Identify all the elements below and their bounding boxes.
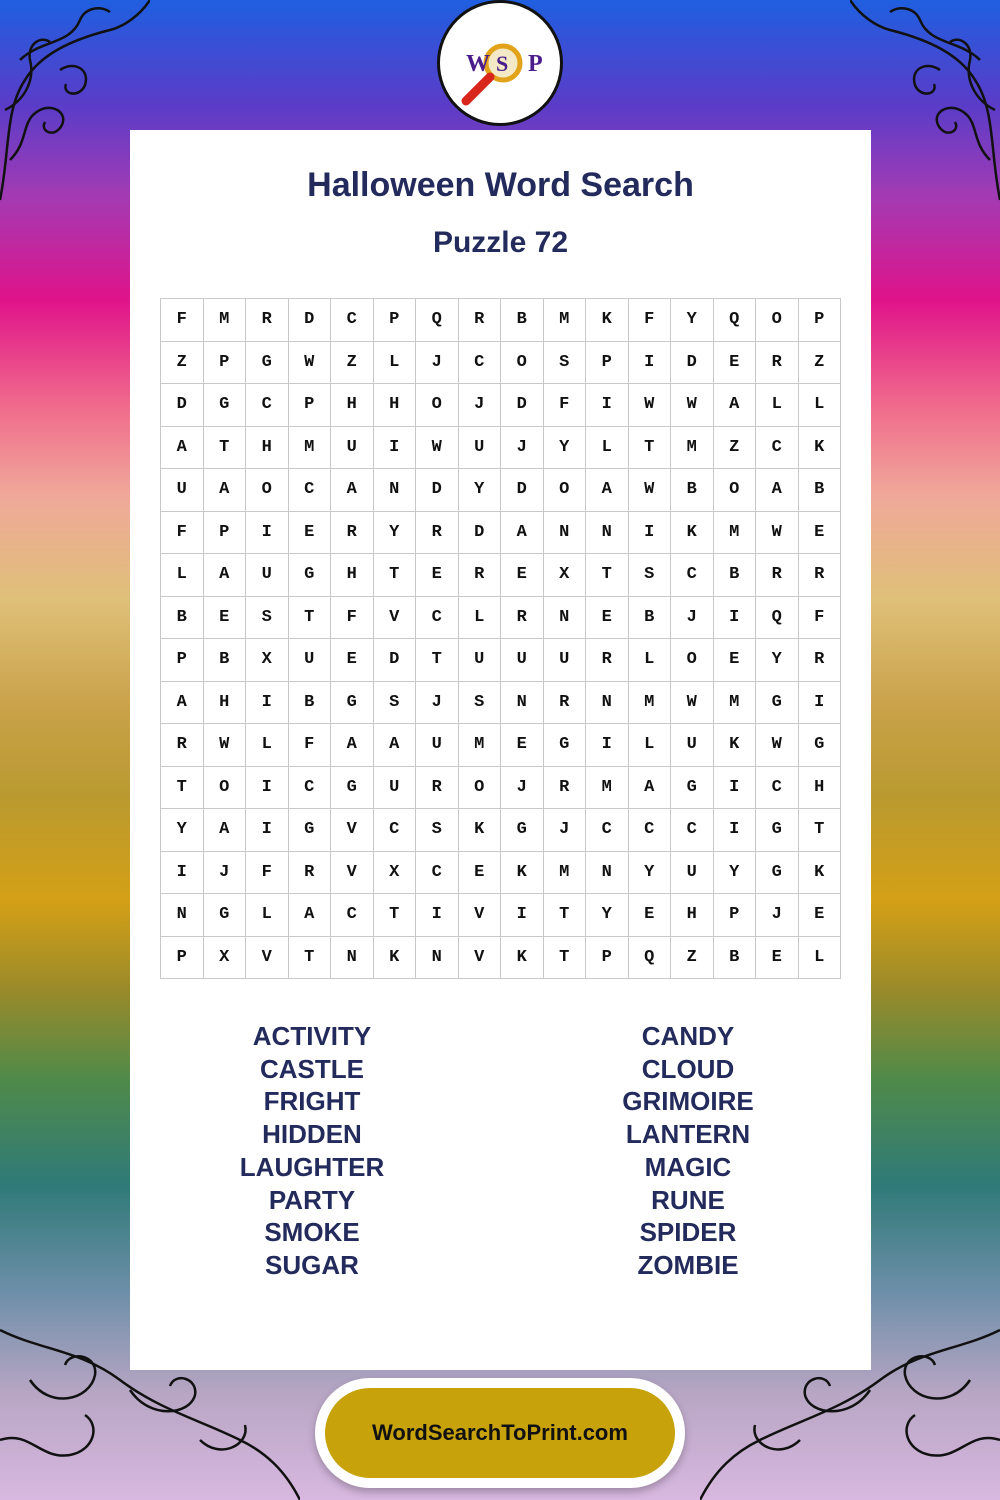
grid-cell[interactable]: U (459, 639, 502, 682)
grid-cell[interactable]: G (289, 554, 332, 597)
grid-cell[interactable]: A (204, 809, 247, 852)
grid-cell[interactable]: T (204, 427, 247, 470)
grid-cell[interactable]: L (246, 894, 289, 937)
grid-cell[interactable]: R (544, 682, 587, 725)
grid-cell[interactable]: E (799, 512, 842, 555)
grid-cell[interactable]: K (501, 852, 544, 895)
grid-cell[interactable]: F (799, 597, 842, 640)
grid-cell[interactable]: C (331, 894, 374, 937)
grid-cell[interactable]: E (756, 937, 799, 980)
grid-cell[interactable]: Y (161, 809, 204, 852)
site-logo (437, 0, 563, 126)
grid-cell[interactable]: V (246, 937, 289, 980)
grid-cell[interactable]: E (204, 597, 247, 640)
word-list-left (162, 1020, 462, 1282)
grid-cell[interactable]: I (246, 809, 289, 852)
word-item: HIDDEN (262, 1119, 362, 1150)
grid-cell[interactable]: J (501, 427, 544, 470)
grid-cell[interactable]: C (586, 809, 629, 852)
word-item: FRIGHT (263, 1086, 361, 1117)
grid-cell[interactable]: L (629, 724, 672, 767)
grid-cell[interactable]: F (161, 512, 204, 555)
grid-cell[interactable]: C (629, 809, 672, 852)
grid-cell[interactable]: P (714, 894, 757, 937)
grid-cell[interactable]: A (501, 512, 544, 555)
grid-cell[interactable]: H (671, 894, 714, 937)
grid-cell[interactable]: E (501, 724, 544, 767)
grid-cell[interactable]: N (544, 512, 587, 555)
word-item: ZOMBIE (637, 1249, 739, 1280)
grid-cell[interactable]: B (629, 597, 672, 640)
word-list-right (538, 1020, 838, 1282)
grid-cell[interactable]: E (586, 597, 629, 640)
grid-cell[interactable]: A (756, 469, 799, 512)
grid-cell[interactable]: Y (714, 852, 757, 895)
grid-cell[interactable]: P (289, 384, 332, 427)
grid-cell[interactable]: K (671, 512, 714, 555)
grid-cell[interactable]: F (544, 384, 587, 427)
magnifier-icon (440, 3, 560, 123)
grid-cell[interactable]: T (586, 554, 629, 597)
word-item: PARTY (268, 1184, 356, 1215)
grid-cell[interactable]: G (246, 342, 289, 385)
logo-letter-w: W (466, 51, 490, 77)
grid-cell[interactable]: S (416, 809, 459, 852)
grid-cell[interactable]: I (246, 512, 289, 555)
letter-grid (160, 298, 841, 979)
grid-cell[interactable]: X (246, 639, 289, 682)
grid-cell[interactable]: W (204, 724, 247, 767)
grid-cell[interactable]: D (459, 512, 502, 555)
grid-cell[interactable]: M (714, 682, 757, 725)
grid-cell[interactable]: V (374, 597, 417, 640)
grid-cell[interactable]: R (756, 342, 799, 385)
word-item: RUNE (651, 1184, 725, 1215)
grid-cell[interactable]: Y (459, 469, 502, 512)
grid-cell[interactable]: U (671, 724, 714, 767)
grid-cell[interactable]: M (459, 724, 502, 767)
grid-cell[interactable]: W (671, 384, 714, 427)
grid-cell[interactable]: D (416, 469, 459, 512)
grid-cell[interactable]: R (289, 852, 332, 895)
grid-cell[interactable]: Q (416, 299, 459, 342)
grid-cell[interactable]: O (416, 384, 459, 427)
grid-cell[interactable]: C (289, 469, 332, 512)
grid-cell[interactable]: H (331, 384, 374, 427)
grid-cell[interactable]: D (161, 384, 204, 427)
grid-cell[interactable]: G (331, 767, 374, 810)
puzzle-number: Puzzle 72 (432, 226, 569, 259)
grid-cell[interactable]: W (756, 724, 799, 767)
grid-cell[interactable]: N (544, 597, 587, 640)
grid-cell[interactable]: T (544, 937, 587, 980)
grid-cell[interactable]: O (246, 469, 289, 512)
grid-cell[interactable]: B (289, 682, 332, 725)
grid-cell[interactable]: F (246, 852, 289, 895)
grid-cell[interactable]: Q (756, 597, 799, 640)
grid-cell[interactable]: E (459, 852, 502, 895)
grid-cell[interactable]: G (756, 852, 799, 895)
grid-cell[interactable]: W (671, 682, 714, 725)
grid-cell[interactable]: O (671, 639, 714, 682)
word-item: SMOKE (264, 1217, 360, 1248)
grid-cell[interactable]: O (756, 299, 799, 342)
grid-cell[interactable]: R (459, 554, 502, 597)
grid-cell[interactable]: S (459, 682, 502, 725)
grid-cell[interactable]: T (161, 767, 204, 810)
grid-cell[interactable]: F (161, 299, 204, 342)
grid-cell[interactable]: C (289, 767, 332, 810)
grid-cell[interactable]: K (374, 937, 417, 980)
grid-cell[interactable]: T (416, 639, 459, 682)
grid-cell[interactable]: E (799, 894, 842, 937)
grid-cell[interactable]: J (416, 342, 459, 385)
grid-cell[interactable]: L (161, 554, 204, 597)
grid-cell[interactable]: R (331, 512, 374, 555)
grid-cell[interactable]: B (799, 469, 842, 512)
grid-cell[interactable]: C (756, 427, 799, 470)
grid-cell[interactable]: N (586, 682, 629, 725)
grid-cell[interactable]: K (501, 937, 544, 980)
grid-cell[interactable]: C (756, 767, 799, 810)
grid-cell[interactable]: A (204, 554, 247, 597)
word-item: CASTLE (260, 1053, 364, 1084)
grid-cell[interactable]: A (204, 469, 247, 512)
grid-cell[interactable]: I (714, 809, 757, 852)
grid-cell[interactable]: G (756, 809, 799, 852)
grid-cell[interactable]: T (289, 597, 332, 640)
grid-cell[interactable]: A (161, 427, 204, 470)
grid-cell[interactable]: R (756, 554, 799, 597)
grid-cell[interactable]: K (714, 724, 757, 767)
grid-cell[interactable]: J (501, 767, 544, 810)
grid-cell[interactable]: R (459, 299, 502, 342)
grid-cell[interactable]: C (416, 852, 459, 895)
grid-cell[interactable]: Y (544, 427, 587, 470)
grid-cell[interactable]: R (416, 512, 459, 555)
grid-cell[interactable]: Q (714, 299, 757, 342)
grid-cell[interactable]: G (671, 767, 714, 810)
grid-cell[interactable]: H (331, 554, 374, 597)
grid-cell[interactable]: K (459, 809, 502, 852)
grid-cell[interactable]: L (586, 427, 629, 470)
grid-cell[interactable]: N (374, 469, 417, 512)
grid-cell[interactable]: I (629, 342, 672, 385)
word-item: SPIDER (639, 1217, 737, 1248)
grid-cell[interactable]: U (289, 639, 332, 682)
grid-cell[interactable]: N (161, 894, 204, 937)
grid-cell[interactable]: C (331, 299, 374, 342)
grid-cell[interactable]: C (416, 597, 459, 640)
grid-cell[interactable]: R (246, 299, 289, 342)
grid-cell[interactable]: P (799, 299, 842, 342)
grid-cell[interactable]: V (459, 894, 502, 937)
grid-cell[interactable]: J (459, 384, 502, 427)
grid-cell[interactable]: E (331, 639, 374, 682)
page-title: Halloween Word Search (307, 166, 694, 204)
grid-cell[interactable]: C (671, 554, 714, 597)
grid-cell[interactable]: B (714, 554, 757, 597)
word-item: SUGAR (265, 1249, 359, 1280)
grid-cell[interactable]: V (459, 937, 502, 980)
grid-cell[interactable]: I (629, 512, 672, 555)
grid-cell[interactable]: S (629, 554, 672, 597)
grid-cell[interactable]: M (544, 299, 587, 342)
grid-cell[interactable]: J (416, 682, 459, 725)
logo-letter-p: P (528, 51, 543, 77)
grid-cell[interactable]: U (544, 639, 587, 682)
grid-cell[interactable]: A (331, 469, 374, 512)
grid-cell[interactable]: T (544, 894, 587, 937)
grid-cell[interactable]: N (416, 937, 459, 980)
grid-cell[interactable]: I (246, 682, 289, 725)
grid-cell[interactable]: E (714, 342, 757, 385)
grid-cell[interactable]: L (799, 937, 842, 980)
grid-cell[interactable]: J (756, 894, 799, 937)
grid-cell[interactable]: Y (671, 299, 714, 342)
grid-cell[interactable]: W (629, 469, 672, 512)
grid-cell[interactable]: G (544, 724, 587, 767)
grid-cell[interactable]: P (161, 639, 204, 682)
grid-cell[interactable]: N (501, 682, 544, 725)
grid-cell[interactable]: S (246, 597, 289, 640)
grid-cell[interactable]: D (501, 384, 544, 427)
grid-cell[interactable]: J (204, 852, 247, 895)
grid-cell[interactable]: A (629, 767, 672, 810)
grid-cell[interactable]: G (331, 682, 374, 725)
grid-cell[interactable]: S (374, 682, 417, 725)
grid-cell[interactable]: L (246, 724, 289, 767)
grid-cell[interactable]: U (374, 767, 417, 810)
grid-cell[interactable]: M (204, 299, 247, 342)
grid-cell[interactable]: Y (586, 894, 629, 937)
grid-cell[interactable]: S (544, 342, 587, 385)
grid-cell[interactable]: F (629, 299, 672, 342)
grid-cell[interactable]: H (204, 682, 247, 725)
grid-cell[interactable]: R (799, 639, 842, 682)
grid-cell[interactable]: K (799, 852, 842, 895)
grid-cell[interactable]: A (331, 724, 374, 767)
grid-cell[interactable]: C (459, 342, 502, 385)
grid-cell[interactable]: E (629, 894, 672, 937)
grid-cell[interactable]: F (289, 724, 332, 767)
grid-cell[interactable]: H (246, 427, 289, 470)
grid-cell[interactable]: I (714, 597, 757, 640)
grid-cell[interactable]: R (586, 639, 629, 682)
grid-cell[interactable]: D (501, 469, 544, 512)
grid-cell[interactable]: L (459, 597, 502, 640)
grid-cell[interactable]: X (204, 937, 247, 980)
grid-cell[interactable]: N (331, 937, 374, 980)
grid-cell[interactable]: O (459, 767, 502, 810)
grid-cell[interactable]: G (204, 384, 247, 427)
grid-cell[interactable]: E (289, 512, 332, 555)
grid-cell[interactable]: G (204, 894, 247, 937)
grid-cell[interactable]: A (289, 894, 332, 937)
grid-cell[interactable]: E (416, 554, 459, 597)
grid-cell[interactable]: M (289, 427, 332, 470)
grid-cell[interactable]: Z (714, 427, 757, 470)
grid-cell[interactable]: D (289, 299, 332, 342)
grid-cell[interactable]: Z (671, 937, 714, 980)
grid-cell[interactable]: D (671, 342, 714, 385)
grid-cell[interactable]: J (544, 809, 587, 852)
corner-ornament-icon (0, 0, 150, 210)
grid-cell[interactable]: Y (374, 512, 417, 555)
grid-cell[interactable]: G (501, 809, 544, 852)
grid-cell[interactable]: T (629, 427, 672, 470)
grid-cell[interactable]: P (586, 342, 629, 385)
grid-cell[interactable]: L (799, 384, 842, 427)
grid-cell[interactable]: W (416, 427, 459, 470)
grid-cell[interactable]: T (289, 937, 332, 980)
grid-cell[interactable]: R (544, 767, 587, 810)
word-item: MAGIC (644, 1151, 732, 1182)
grid-cell[interactable]: V (331, 852, 374, 895)
grid-cell[interactable]: I (586, 724, 629, 767)
grid-cell[interactable]: A (586, 469, 629, 512)
word-item: ACTIVITY (252, 1021, 372, 1051)
grid-cell[interactable]: G (799, 724, 842, 767)
grid-cell[interactable]: Y (629, 852, 672, 895)
grid-cell[interactable]: H (799, 767, 842, 810)
grid-cell[interactable]: C (374, 809, 417, 852)
grid-cell[interactable]: P (374, 299, 417, 342)
grid-cell[interactable]: I (374, 427, 417, 470)
word-item: LAUGHTER (239, 1151, 385, 1182)
site-link-button[interactable]: WordSearchToPrint.com (325, 1388, 675, 1478)
grid-cell[interactable]: I (416, 894, 459, 937)
grid-cell[interactable]: B (204, 639, 247, 682)
grid-cell[interactable]: X (374, 852, 417, 895)
grid-cell[interactable]: R (161, 724, 204, 767)
grid-cell[interactable]: I (799, 682, 842, 725)
grid-cell[interactable]: M (629, 682, 672, 725)
logo-letter-s: S (496, 51, 509, 76)
grid-cell[interactable]: Y (756, 639, 799, 682)
grid-cell[interactable]: N (586, 852, 629, 895)
grid-cell[interactable]: P (161, 937, 204, 980)
grid-cell[interactable]: N (586, 512, 629, 555)
grid-cell[interactable]: I (586, 384, 629, 427)
grid-cell[interactable]: B (671, 469, 714, 512)
grid-cell[interactable]: U (501, 639, 544, 682)
grid-cell[interactable]: W (289, 342, 332, 385)
grid-cell[interactable]: D (374, 639, 417, 682)
grid-cell[interactable]: R (416, 767, 459, 810)
grid-cell[interactable]: I (246, 767, 289, 810)
grid-cell[interactable]: W (756, 512, 799, 555)
grid-cell[interactable]: J (671, 597, 714, 640)
grid-cell[interactable]: X (544, 554, 587, 597)
grid-cell[interactable]: M (586, 767, 629, 810)
grid-cell[interactable]: L (756, 384, 799, 427)
grid-cell[interactable]: P (586, 937, 629, 980)
grid-cell[interactable]: M (714, 512, 757, 555)
grid-cell[interactable]: I (714, 767, 757, 810)
grid-cell[interactable]: Q (629, 937, 672, 980)
grid-cell[interactable]: C (246, 384, 289, 427)
word-item: LANTERN (625, 1119, 751, 1150)
grid-cell[interactable]: E (501, 554, 544, 597)
grid-cell[interactable]: U (459, 427, 502, 470)
grid-cell[interactable]: R (799, 554, 842, 597)
word-item: GRIMOIRE (622, 1086, 754, 1117)
grid-cell[interactable]: B (161, 597, 204, 640)
grid-cell[interactable]: Z (331, 342, 374, 385)
word-item: CANDY (641, 1021, 735, 1051)
grid-cell[interactable]: T (374, 894, 417, 937)
grid-cell[interactable]: Z (799, 342, 842, 385)
grid-cell[interactable]: A (714, 384, 757, 427)
grid-cell[interactable]: U (416, 724, 459, 767)
grid-cell[interactable]: K (586, 299, 629, 342)
grid-cell[interactable]: P (204, 342, 247, 385)
grid-cell[interactable]: I (161, 852, 204, 895)
grid-cell[interactable]: C (671, 809, 714, 852)
grid-cell[interactable]: W (629, 384, 672, 427)
grid-cell[interactable]: B (501, 299, 544, 342)
grid-cell[interactable]: O (544, 469, 587, 512)
grid-cell[interactable]: M (544, 852, 587, 895)
grid-cell[interactable]: L (374, 342, 417, 385)
grid-cell[interactable]: U (246, 554, 289, 597)
grid-cell[interactable]: O (714, 469, 757, 512)
grid-cell[interactable]: F (331, 597, 374, 640)
grid-cell[interactable]: T (799, 809, 842, 852)
grid-cell[interactable]: P (204, 512, 247, 555)
corner-ornament-icon (850, 0, 1000, 210)
grid-cell[interactable]: O (501, 342, 544, 385)
grid-cell[interactable]: B (714, 937, 757, 980)
grid-cell[interactable]: L (629, 639, 672, 682)
grid-cell[interactable]: A (161, 682, 204, 725)
grid-cell[interactable]: T (374, 554, 417, 597)
grid-cell[interactable]: Z (161, 342, 204, 385)
grid-cell[interactable]: U (671, 852, 714, 895)
grid-cell[interactable]: V (331, 809, 374, 852)
grid-cell[interactable]: U (331, 427, 374, 470)
word-item: CLOUD (641, 1053, 735, 1084)
puzzle-sheet (130, 130, 871, 1370)
grid-cell[interactable]: A (374, 724, 417, 767)
grid-cell[interactable]: K (799, 427, 842, 470)
grid-cell[interactable]: G (756, 682, 799, 725)
grid-cell[interactable]: R (501, 597, 544, 640)
grid-cell[interactable]: M (671, 427, 714, 470)
grid-cell[interactable]: E (714, 639, 757, 682)
grid-cell[interactable]: O (204, 767, 247, 810)
grid-cell[interactable]: I (501, 894, 544, 937)
grid-cell[interactable]: U (161, 469, 204, 512)
grid-cell[interactable]: H (374, 384, 417, 427)
grid-cell[interactable]: G (289, 809, 332, 852)
